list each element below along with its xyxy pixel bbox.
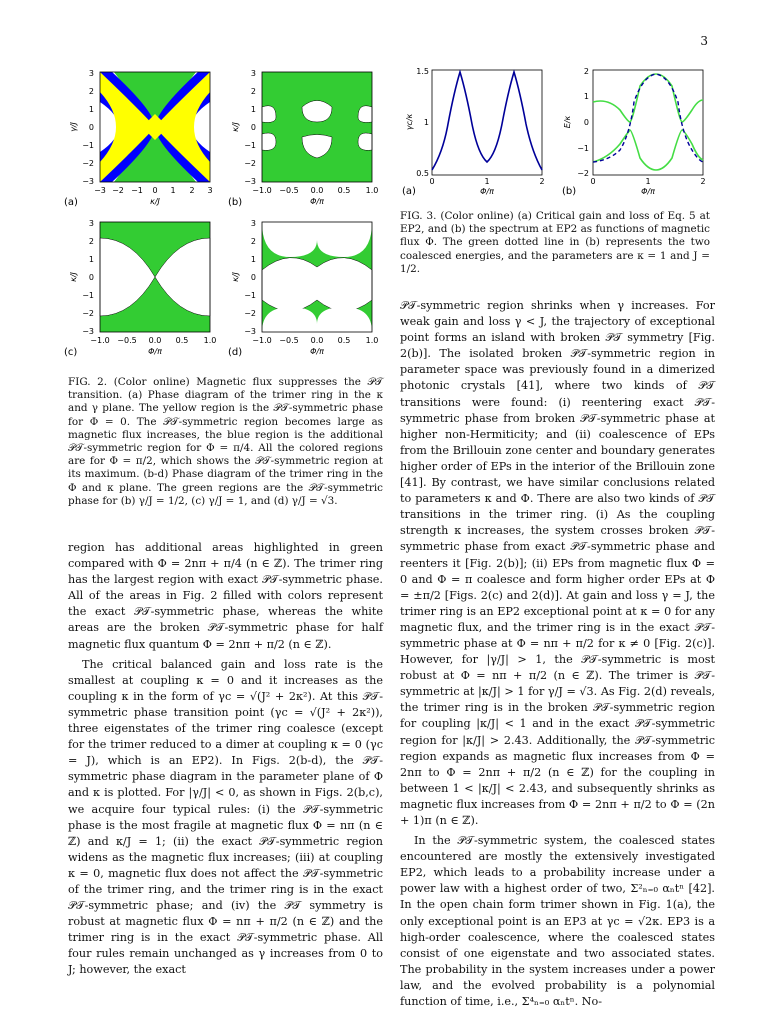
fig2d-ytick: 0 xyxy=(250,273,256,282)
fig3b-ylabel: E/κ xyxy=(563,115,572,129)
fig2d-ytick: −3 xyxy=(244,327,256,336)
fig2a-ytick: −2 xyxy=(82,159,94,168)
fig2b-island xyxy=(302,101,332,123)
fig2c-ytick: −2 xyxy=(82,309,94,318)
fig2a-xlabel: κ/J xyxy=(150,197,160,206)
figure-2 xyxy=(62,62,387,367)
fig3b-ytick: −2 xyxy=(577,169,589,178)
fig3b-xtick: 1 xyxy=(645,177,651,186)
fig2-panel-c xyxy=(64,219,216,358)
fig2c-xticks xyxy=(90,336,216,345)
fig3-caption: FIG. 3. (Color online) (a) Critical gain and loss of Eq. 5 at EP2, and (b) the spectrum at EP2 as functions of magnetic flux Φ. The green dotted line in (b) represents the two coalesced energies, and the parameters are κ = 1 and J = 1/2. xyxy=(400,210,710,275)
fig2a-ytick: −1 xyxy=(82,141,94,150)
fig2c-panel-label: (c) xyxy=(64,347,78,358)
fig2b-xlabel: Φ/π xyxy=(310,197,324,206)
fig2d-xtick: 0.5 xyxy=(337,336,351,345)
fig3a-xtick: 1 xyxy=(484,177,490,186)
fig2a-ytick: 0 xyxy=(88,123,94,132)
fig2b-ytick: 0 xyxy=(250,123,256,132)
fig2c-ytick: 0 xyxy=(88,273,94,282)
fig2d-ytick: 3 xyxy=(250,219,256,228)
fig2c-xtick: 0.0 xyxy=(148,336,162,345)
fig2c-ytick: −3 xyxy=(82,327,94,336)
fig2a-xtick: −3 xyxy=(94,186,106,195)
fig3a-xtick: 0 xyxy=(429,177,435,186)
fig3b-xtick: 2 xyxy=(700,177,706,186)
fig3b-panel-label: (b) xyxy=(562,186,577,197)
fig2c-xlabel: Φ/π xyxy=(148,347,162,356)
fig2c-xtick: 0.5 xyxy=(175,336,189,345)
fig2a-panel-label: (a) xyxy=(64,197,78,208)
fig2c-xtick: 1.0 xyxy=(203,336,217,345)
fig2b-xtick: 1.0 xyxy=(365,186,379,195)
fig3-panel-b xyxy=(562,67,706,197)
fig2b-ytick: −2 xyxy=(244,159,256,168)
fig2d-ytick: −2 xyxy=(244,309,256,318)
fig3a-ytick: 1.5 xyxy=(416,67,429,76)
fig3b-xlabel: Φ/π xyxy=(641,187,655,196)
fig2b-ytick: 2 xyxy=(250,87,256,96)
fig3b-ytick: 2 xyxy=(583,67,589,76)
fig2a-xtick: −2 xyxy=(112,186,124,195)
fig2a-ytick: −3 xyxy=(82,177,94,186)
fig2a-yticks xyxy=(82,69,94,186)
fig2b-green-region xyxy=(262,72,372,182)
fig2a-xtick: 2 xyxy=(189,186,195,195)
fig2-panel-a xyxy=(64,69,213,208)
fig2a-ytick: 3 xyxy=(88,69,94,78)
fig2d-panel-label: (d) xyxy=(228,347,243,358)
right-column xyxy=(400,298,715,1010)
left-column xyxy=(68,540,383,979)
fig2a-xtick: 0 xyxy=(152,186,158,195)
fig3a-ytick: 1 xyxy=(423,118,429,127)
fig2b-xtick: −0.5 xyxy=(279,186,299,195)
paragraph: region has additional areas highlighted in green compared with Φ = 2nπ + π/4 (n ∈ ℤ). The trimer ring has the largest region with exact 𝒫𝒯-symmetric phase. All of the areas in Fig. 2 filled with colors represent the exact 𝒫𝒯-symmetric phase, whereas the white areas are the broken 𝒫𝒯-symmetric phase for half magnetic flux quantum Φ = 2nπ + π/2 (n ∈ ℤ). xyxy=(68,541,383,651)
fig2b-panel-label: (b) xyxy=(228,197,243,208)
fig3b-ytick: −1 xyxy=(577,144,589,153)
fig3b-xticks xyxy=(590,177,705,186)
fig2d-xlabel: Φ/π xyxy=(310,347,324,356)
fig2b-island xyxy=(262,133,276,150)
fig3b-yticks xyxy=(577,67,589,178)
fig2b-ytick: −3 xyxy=(244,177,256,186)
fig2c-yticks xyxy=(82,219,94,336)
fig2d-xtick: −1.0 xyxy=(252,336,272,345)
paragraph: 𝒫𝒯-symmetric region shrinks when γ increases. For weak gain and loss γ < J, the trajectory of exceptional point forms an island with broken 𝒫𝒯 symmetry [Fig. 2(b)]. The isolated broken 𝒫𝒯-symmetric region in parameter space was previously found in a dimerized photonic crystals [41], where two kinds of 𝒫𝒯 transitions were found: (i) reentering exact 𝒫𝒯-symmetric phase from broken 𝒫𝒯-symmetric phase at higher non-Hermiticity; and (ii) coalescence of EPs from the Brillouin zone center and boundary generates higher order of EPs in the interior of the Brillouin zone [41]. By contrast, we have similar conclusions related to parameters κ and Φ. There are also two kinds of 𝒫𝒯 transitions in the trimer ring. (i) As the coupling strength κ increases, the system crosses broken 𝒫𝒯-symmetric phase from exact 𝒫𝒯-symmetric phase and reenters it [Fig. 2(b)]; (ii) EPs from magnetic flux Φ = 0 and Φ = π coalesce and form higher order EPs at Φ = ±π/2 [Figs. 2(c) and 2(d)]. At gain and loss γ = J, the trimer ring is an EP2 exceptional point at κ = 0 for any magnetic flux, and the trimer ring is in the exact 𝒫𝒯-symmetric phase at Φ = nπ + π/2 for κ ≠ 0 [Fig. 2(c)]. However, for |γ/J| > 1, the 𝒫𝒯-symmetric is most robust at Φ = nπ + π/2 (n ∈ ℤ). The trimer is 𝒫𝒯-symmetric at |κ/J| > 1 for γ/J = √3. As Fig. 2(d) reveals, the trimer ring is in the broken 𝒫𝒯-symmetric region for coupling |κ/J| < 1 and in the exact 𝒫𝒯-symmetric region for |κ/J| > 2.43. Additionally, the 𝒫𝒯-symmetric region expands as magnetic flux increases from Φ = 2nπ to Φ = 2nπ + π/2 (n ∈ ℤ) for the coupling in between 1 < |κ/J| < 2.43, and subsequently shrinks as magnetic flux increases from Φ = 2nπ + π/2 to Φ = (2n + 1)π (n ∈ ℤ). xyxy=(400,299,715,827)
fig2d-xtick: 0.0 xyxy=(310,336,324,345)
fig2-caption: FIG. 2. (Color online) Magnetic flux suppresses the 𝒫𝒯 transition. (a) Phase diagram of the trimer ring in the κ and γ plane. The yellow region is the 𝒫𝒯-symmetric phase for Φ = 0. The 𝒫𝒯-symmetric region becomes large as magnetic flux increases, the blue region is the additional 𝒫𝒯-symmetric region for Φ = π/4. All the colored regions are for Φ = π/2, which shows the 𝒫𝒯-symmetric region at its maximum. (b-d) Phase diagram of the trimer ring in the Φ and κ plane. The green regions are the 𝒫𝒯-symmetric phase for (b) γ/J = 1/2, (c) γ/J = 1, and (d) γ/J = √3. xyxy=(68,376,383,507)
fig2b-xtick: 0.5 xyxy=(337,186,351,195)
fig3a-panel-label: (a) xyxy=(402,186,416,197)
fig2a-ylabel: γ/J xyxy=(69,122,78,132)
paragraph: In the 𝒫𝒯-symmetric system, the coalesced states encountered are mostly the extensively investigated EP2, which leads to a probability increase under a power law with a highest order of two, Σ²ₙ₌₀ αₙtⁿ [42]. In the open chain form trimer shown in Fig. 1(a), the only exceptional point is an EP3 at γc = √2κ. EP3 is a high-order coalescence, where the coalesced states consist of one eigenstate and two associated states. The probability in the system increases under a power law, and the evolved probability is a polynomial function of time, i.e., Σ⁴ₙ₌₀ αₙtⁿ. No- xyxy=(400,834,715,1009)
fig3a-ytick: 0.5 xyxy=(416,169,429,178)
fig2b-xtick: −1.0 xyxy=(252,186,272,195)
fig2d-xtick: −0.5 xyxy=(279,336,299,345)
fig2b-xticks xyxy=(252,186,378,195)
fig2b-island xyxy=(262,106,276,123)
fig2d-xticks xyxy=(252,336,378,345)
fig3-panel-a xyxy=(402,67,545,197)
paragraph: The critical balanced gain and loss rate is the smallest at coupling κ = 0 and it increases as the coupling κ in the form of γc = √(J² + 2κ²). At this 𝒫𝒯-symmetric phase transition point (γc = √(J² + 2κ²)), three eigenstates of the trimer ring coalesce (except for the trimer reduced to a dimer at coupling κ = 0 (γc = J), which is an EP2). In Figs. 2(b-d), the 𝒫𝒯-symmetric phase diagram in the parameter plane of Φ and κ is plotted. For |γ/J| < 0, as shown in Figs. 2(b,c), we acquire four typical rules: (i) the 𝒫𝒯-symmetric phase is the most fragile at magnetic flux Φ = nπ (n ∈ ℤ) and κ/J = 1; (ii) the exact 𝒫𝒯-symmetric region widens as the magnetic flux increases; (iii) at coupling κ = 0, magnetic flux does not affect the 𝒫𝒯-symmetric of the trimer ring, and the trimer ring is in the exact 𝒫𝒯-symmetric phase; and (iv) the 𝒫𝒯 symmetry is robust at magnetic flux Φ = nπ + π/2 (n ∈ ℤ) and the trimer ring is in the exact 𝒫𝒯-symmetric phase. All four rules remain unchanged as γ increases from 0 to J; however, the exact xyxy=(68,657,383,977)
fig2b-ytick: 3 xyxy=(250,69,256,78)
fig2c-ytick: 2 xyxy=(88,237,94,246)
fig2c-ytick: 1 xyxy=(88,255,94,264)
fig2d-ytick: 2 xyxy=(250,237,256,246)
fig2d-ytick: −1 xyxy=(244,291,256,300)
fig2d-yticks xyxy=(244,219,256,336)
fig3a-xticks xyxy=(429,177,544,186)
fig3a-ylabel: γc/κ xyxy=(405,113,414,131)
fig2a-xtick: 1 xyxy=(170,186,176,195)
fig2d-ytick: 1 xyxy=(250,255,256,264)
fig2c-xtick: −0.5 xyxy=(117,336,137,345)
fig2a-xticks xyxy=(94,186,212,195)
fig2b-ytick: −1 xyxy=(244,141,256,150)
fig2b-ytick: 1 xyxy=(250,105,256,114)
fig2a-ytick: 1 xyxy=(88,105,94,114)
fig2b-yticks xyxy=(244,69,256,186)
fig3a-xtick: 2 xyxy=(539,177,545,186)
fig2a-xtick: 3 xyxy=(207,186,213,195)
fig2b-ylabel: κ/J xyxy=(231,122,240,132)
figure-3 xyxy=(398,62,713,202)
fig3a-yticks xyxy=(416,67,429,178)
fig2d-ylabel: κ/J xyxy=(231,272,240,282)
fig2a-ytick: 2 xyxy=(88,87,94,96)
page-number: 3 xyxy=(700,34,708,48)
fig2a-xtick: −1 xyxy=(131,186,143,195)
fig3b-xtick: 0 xyxy=(590,177,596,186)
fig2c-ylabel: κ/J xyxy=(69,272,78,282)
fig2-panel-b xyxy=(228,69,378,208)
fig3b-ytick: 1 xyxy=(583,92,589,101)
fig3a-xlabel: Φ/π xyxy=(480,187,494,196)
fig2b-island xyxy=(358,133,372,150)
fig2b-xtick: 0.0 xyxy=(310,186,324,195)
fig3b-ytick: 0 xyxy=(583,118,589,127)
fig2c-xtick: −1.0 xyxy=(90,336,110,345)
fig2c-ytick: 3 xyxy=(88,219,94,228)
fig2b-island xyxy=(358,106,372,123)
fig2-panel-d xyxy=(228,219,378,358)
fig3b-frame xyxy=(593,70,703,175)
fig2d-xtick: 1.0 xyxy=(365,336,379,345)
fig2c-ytick: −1 xyxy=(82,291,94,300)
